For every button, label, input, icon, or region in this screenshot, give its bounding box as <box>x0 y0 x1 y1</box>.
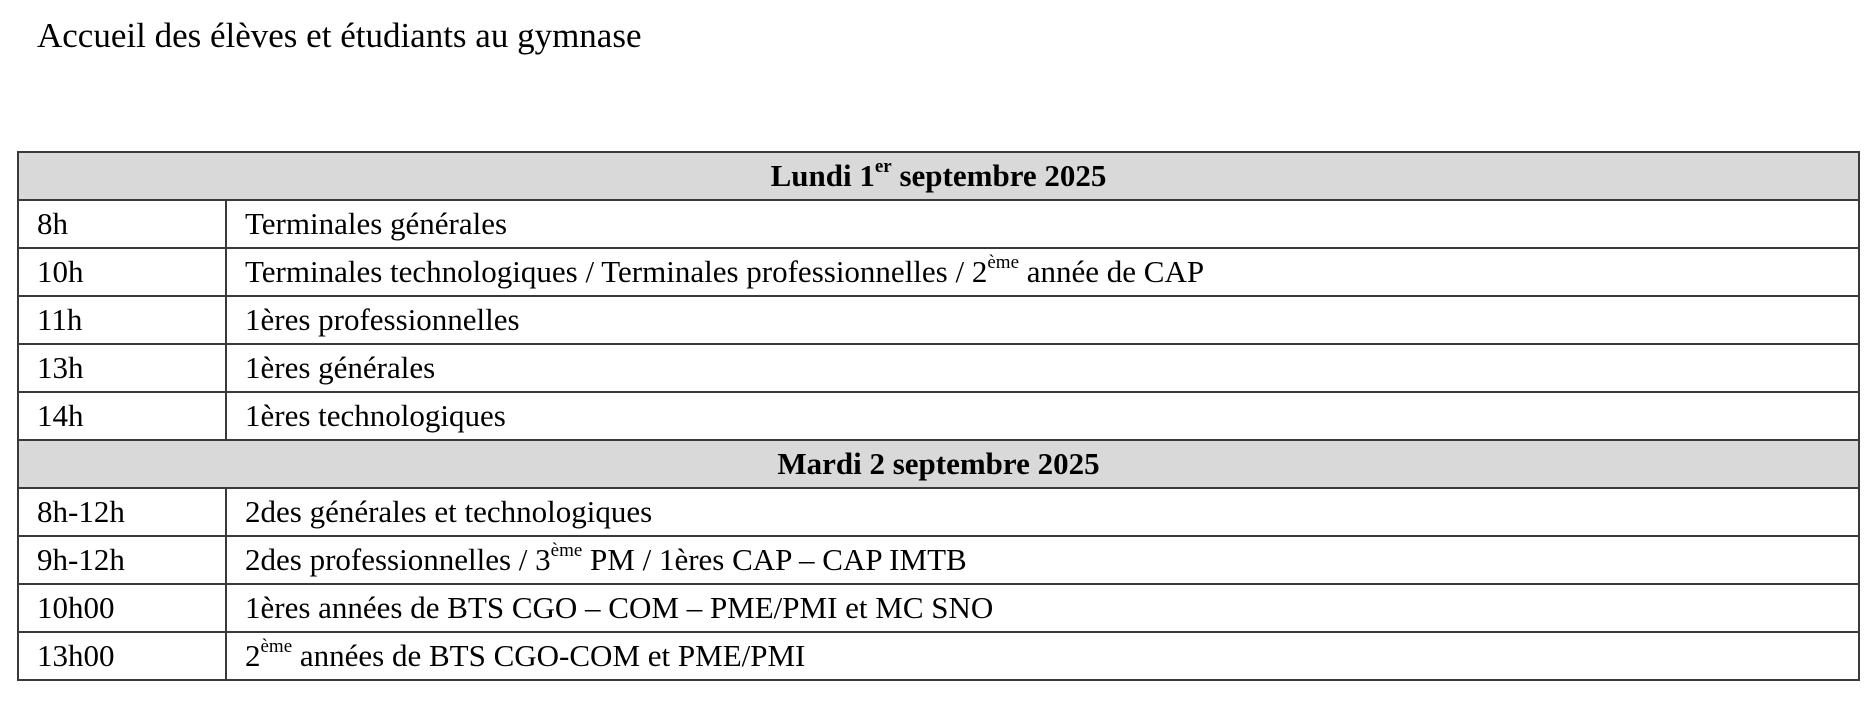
schedule-table <box>17 151 1860 681</box>
group-cell: 2des professionnelles / 3ème PM / 1ères CAP – CAP IMTB <box>226 536 1859 584</box>
time-cell: 9h-12h <box>18 536 226 584</box>
day-header-row <box>18 152 1859 200</box>
table-row <box>18 488 1859 536</box>
day-heading: Mardi 2 septembre 2025 <box>18 440 1859 488</box>
page-title: Accueil des élèves et étudiants au gymnase <box>37 16 642 55</box>
group-cell: 1ères générales <box>226 344 1859 392</box>
time-cell: 10h <box>18 248 226 296</box>
table-row <box>18 392 1859 440</box>
day-heading: Lundi 1er septembre 2025 <box>18 152 1859 200</box>
time-cell: 14h <box>18 392 226 440</box>
group-cell: 2des générales et technologiques <box>226 488 1859 536</box>
group-cell: Terminales générales <box>226 200 1859 248</box>
table-row <box>18 200 1859 248</box>
table-row <box>18 344 1859 392</box>
time-cell: 13h00 <box>18 632 226 680</box>
time-cell: 13h <box>18 344 226 392</box>
group-cell: 1ères professionnelles <box>226 296 1859 344</box>
group-cell: 2ème années de BTS CGO-COM et PME/PMI <box>226 632 1859 680</box>
time-cell: 8h-12h <box>18 488 226 536</box>
table-row <box>18 536 1859 584</box>
group-cell: 1ères années de BTS CGO – COM – PME/PMI et MC SNO <box>226 584 1859 632</box>
time-cell: 8h <box>18 200 226 248</box>
table-row <box>18 248 1859 296</box>
group-cell: 1ères technologiques <box>226 392 1859 440</box>
table-row <box>18 584 1859 632</box>
table-row <box>18 632 1859 680</box>
group-cell: Terminales technologiques / Terminales professionnelles / 2ème année de CAP <box>226 248 1859 296</box>
day-header-row <box>18 440 1859 488</box>
time-cell: 11h <box>18 296 226 344</box>
time-cell: 10h00 <box>18 584 226 632</box>
table-row <box>18 296 1859 344</box>
